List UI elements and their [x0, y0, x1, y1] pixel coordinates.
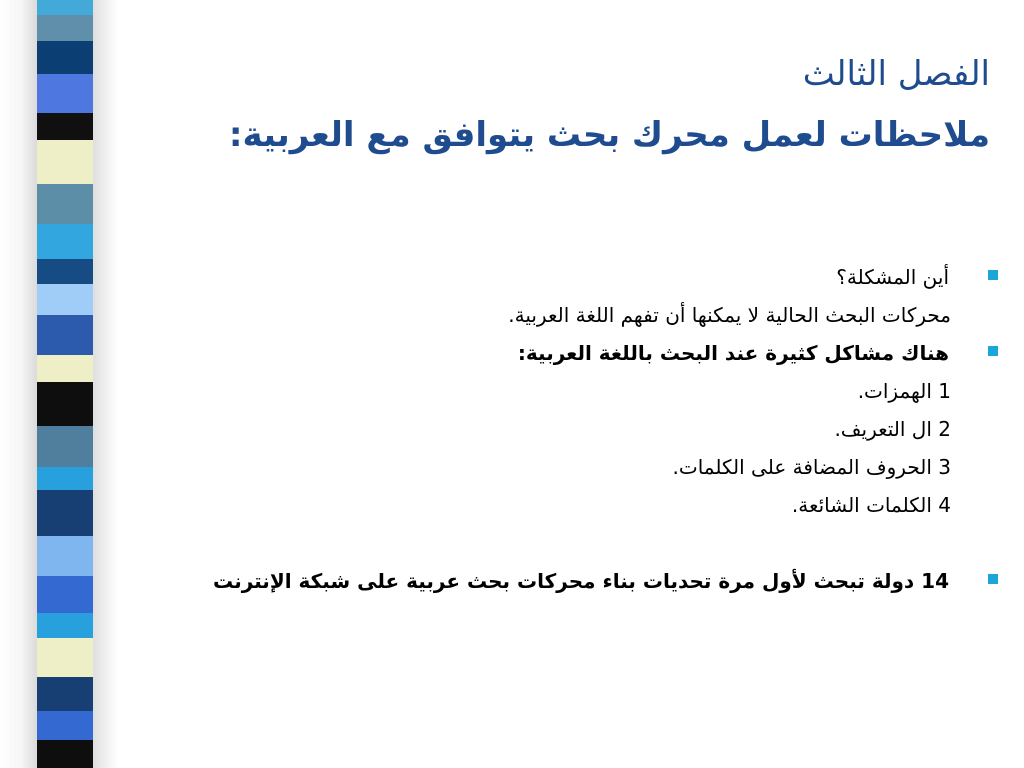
square-bullet-icon: [988, 270, 998, 280]
decorative-bar-row: [37, 284, 93, 315]
problem-item-1: 1 الهمزات.: [857, 379, 951, 403]
decorative-bar-row: [37, 740, 93, 768]
decorative-bar-row: [37, 259, 93, 284]
decorative-bar-row: [37, 576, 93, 613]
problem-item-2: 2 ال التعريف.: [834, 417, 951, 441]
problem-item-4: 4 الكلمات الشائعة.: [791, 493, 951, 517]
decorative-bar-row: [37, 224, 93, 259]
slide-title-block: [180, 56, 990, 155]
bullet-item-question: [209, 258, 969, 296]
bullet-item-problems: [209, 334, 969, 372]
decorative-bar-row: [37, 315, 93, 355]
decorative-bar-row: [37, 536, 93, 576]
decorative-bar-row: [37, 426, 93, 466]
decorative-bar-row: [37, 113, 93, 140]
decorative-bar-row: [37, 74, 93, 113]
decorative-bar-row: [37, 711, 93, 740]
decorative-bar-row: [37, 41, 93, 74]
decorative-bar-row: [37, 490, 93, 536]
decorative-bar-row: [37, 0, 93, 15]
left-decoration: [0, 0, 118, 768]
decorative-bar-row: [37, 355, 93, 382]
decorative-bar-row: [37, 467, 93, 490]
decorative-bar-row: [37, 638, 93, 677]
decorative-bar-row: [37, 184, 93, 224]
bullet-text: هناك مشاكل كثيرة عند البحث باللغة العربية:: [517, 341, 949, 365]
bullet-item-countries: [209, 562, 969, 600]
slide-title-line-2: ملاحظات لعمل محرك بحث يتوافق مع العربية:: [228, 115, 990, 156]
content-spacer: [209, 524, 969, 562]
decorative-bar-row: [37, 613, 93, 638]
decorative-bar-column: [37, 0, 93, 768]
square-bullet-icon: [988, 574, 998, 584]
decorative-bar-row: [37, 677, 93, 712]
decorative-bar-row: [37, 382, 93, 426]
decorative-bar-row: [37, 140, 93, 184]
decorative-bar-row: [37, 15, 93, 41]
slide-content: [209, 258, 969, 600]
problem-item-3: 3 الحروف المضافة على الكلمات.: [672, 455, 951, 479]
bullet-text: أين المشكلة؟: [836, 265, 949, 289]
slide-title-line-1: الفصل الثالث: [802, 54, 990, 94]
bullet-text: 14 دولة تبحث لأول مرة تحديات بناء محركات بحث عربية على شبكة الإنترنت: [213, 569, 949, 593]
square-bullet-icon: [988, 346, 998, 356]
answer-line: محركات البحث الحالية لا يمكنها أن تفهم اللغة العربية.: [508, 303, 951, 327]
